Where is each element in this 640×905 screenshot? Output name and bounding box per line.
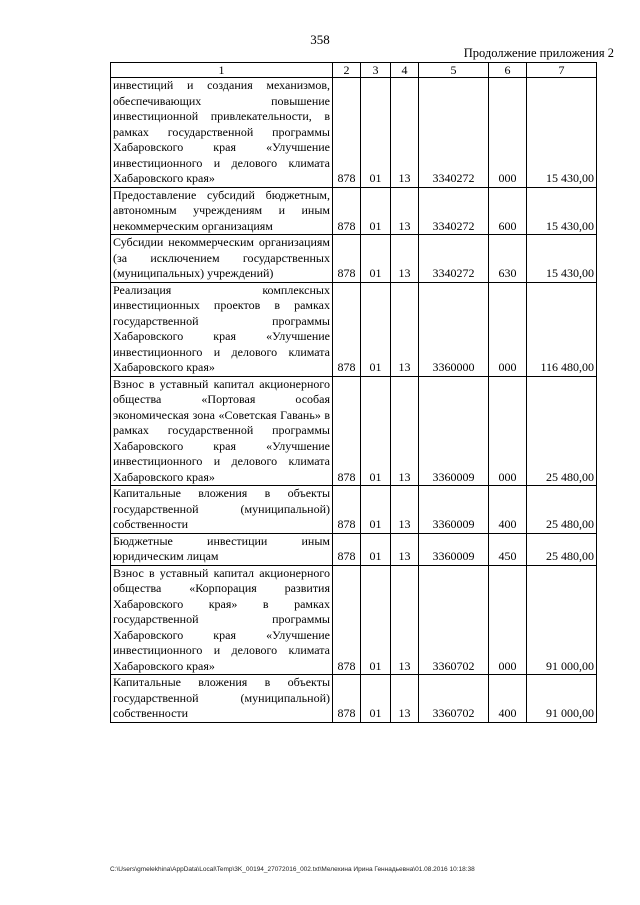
cell-section: 01 [361,78,391,188]
cell-section: 01 [361,376,391,486]
cell-ministry-code: 878 [333,533,361,565]
cell-subsection: 13 [391,533,419,565]
row-description: Субсидии некоммерческим организациям (за исключением государственных (муниципальных) учреждений) [111,235,333,283]
cell-target-article: 3360009 [419,376,489,486]
table-row [111,533,597,565]
row-description: Взнос в уставный капитал акционерного общества «Корпорация развития Хабаровского края» в рамках государственной программы Хабаровского края «Улучшение инвестиционного и делового климата Хабаровского края» [111,565,333,675]
cell-subsection: 13 [391,78,419,188]
table-row [111,675,597,723]
cell-expense-type: 000 [489,282,527,376]
cell-target-article: 3360009 [419,486,489,534]
cell-section: 01 [361,282,391,376]
page-number: 358 [310,32,330,47]
cell-ministry-code: 878 [333,78,361,188]
cell-section: 01 [361,533,391,565]
table-row [111,78,597,188]
continuation-label: Продолжение приложения 2 [463,46,614,60]
cell-section: 01 [361,187,391,235]
header-row [111,63,597,78]
column-header: 7 [527,63,597,78]
cell-subsection: 13 [391,675,419,723]
cell-amount: 15 430,00 [527,235,597,283]
cell-expense-type: 000 [489,376,527,486]
cell-amount: 15 430,00 [527,78,597,188]
table-row [111,187,597,235]
cell-amount: 25 480,00 [527,486,597,534]
cell-amount: 116 480,00 [527,282,597,376]
column-header: 5 [419,63,489,78]
cell-expense-type: 400 [489,486,527,534]
row-description: Взнос в уставный капитал акционерного общества «Портовая особая экономическая зона «Советская Гавань» в рамках государственной программы Хабаровского края «Улучшение инвестиционного и делового климата Хабаровского края» [111,376,333,486]
cell-ministry-code: 878 [333,235,361,283]
cell-section: 01 [361,675,391,723]
row-description: Бюджетные инвестиции иным юридическим лицам [111,533,333,565]
cell-amount: 25 480,00 [527,533,597,565]
cell-target-article: 3340272 [419,187,489,235]
cell-section: 01 [361,565,391,675]
row-description: Капитальные вложения в объекты государственной (муниципальной) собственности [111,486,333,534]
cell-subsection: 13 [391,282,419,376]
cell-amount: 15 430,00 [527,187,597,235]
cell-ministry-code: 878 [333,565,361,675]
cell-subsection: 13 [391,376,419,486]
table-row [111,565,597,675]
cell-target-article: 3360009 [419,533,489,565]
cell-expense-type: 630 [489,235,527,283]
cell-subsection: 13 [391,565,419,675]
row-description: Предоставление субсидий бюджетным, автономным учреждениям и иным некоммерческим организациям [111,187,333,235]
cell-subsection: 13 [391,486,419,534]
cell-target-article: 3360702 [419,565,489,675]
cell-ministry-code: 878 [333,486,361,534]
cell-target-article: 3360702 [419,675,489,723]
cell-section: 01 [361,486,391,534]
row-description: Реализация комплексных инвестиционных проектов в рамках государственной программы Хабаровского края «Улучшение инвестиционного и делового климата Хабаровского края» [111,282,333,376]
budget-table [110,62,597,723]
row-description: Капитальные вложения в объекты государственной (муниципальной) собственности [111,675,333,723]
cell-subsection: 13 [391,235,419,283]
table-row [111,376,597,486]
cell-expense-type: 600 [489,187,527,235]
cell-amount: 91 000,00 [527,565,597,675]
cell-ministry-code: 878 [333,376,361,486]
table-row [111,486,597,534]
cell-expense-type: 000 [489,565,527,675]
cell-target-article: 3340272 [419,78,489,188]
cell-subsection: 13 [391,187,419,235]
cell-target-article: 3360000 [419,282,489,376]
file-path-footer: C:\Users\gmelekhina\AppData\Local\Temp\3K_00194_27072016_002.txt\Мелехина Ирина Геннадьевна\01.08.2016 10:18:38 [110,866,475,873]
cell-expense-type: 000 [489,78,527,188]
cell-section: 01 [361,235,391,283]
cell-expense-type: 450 [489,533,527,565]
table-row [111,282,597,376]
cell-amount: 91 000,00 [527,675,597,723]
column-header: 3 [361,63,391,78]
row-description: инвестиций и создания механизмов, обеспечивающих повышение инвестиционной привлекательности, в рамках государственной программы Хабаровского края «Улучшение инвестиционного и делового климата Хабаровского края» [111,78,333,188]
cell-expense-type: 400 [489,675,527,723]
cell-ministry-code: 878 [333,187,361,235]
cell-ministry-code: 878 [333,282,361,376]
table-row [111,235,597,283]
column-header: 6 [489,63,527,78]
column-header: 2 [333,63,361,78]
cell-amount: 25 480,00 [527,376,597,486]
cell-ministry-code: 878 [333,675,361,723]
cell-target-article: 3340272 [419,235,489,283]
column-header: 1 [111,63,333,78]
column-header: 4 [391,63,419,78]
